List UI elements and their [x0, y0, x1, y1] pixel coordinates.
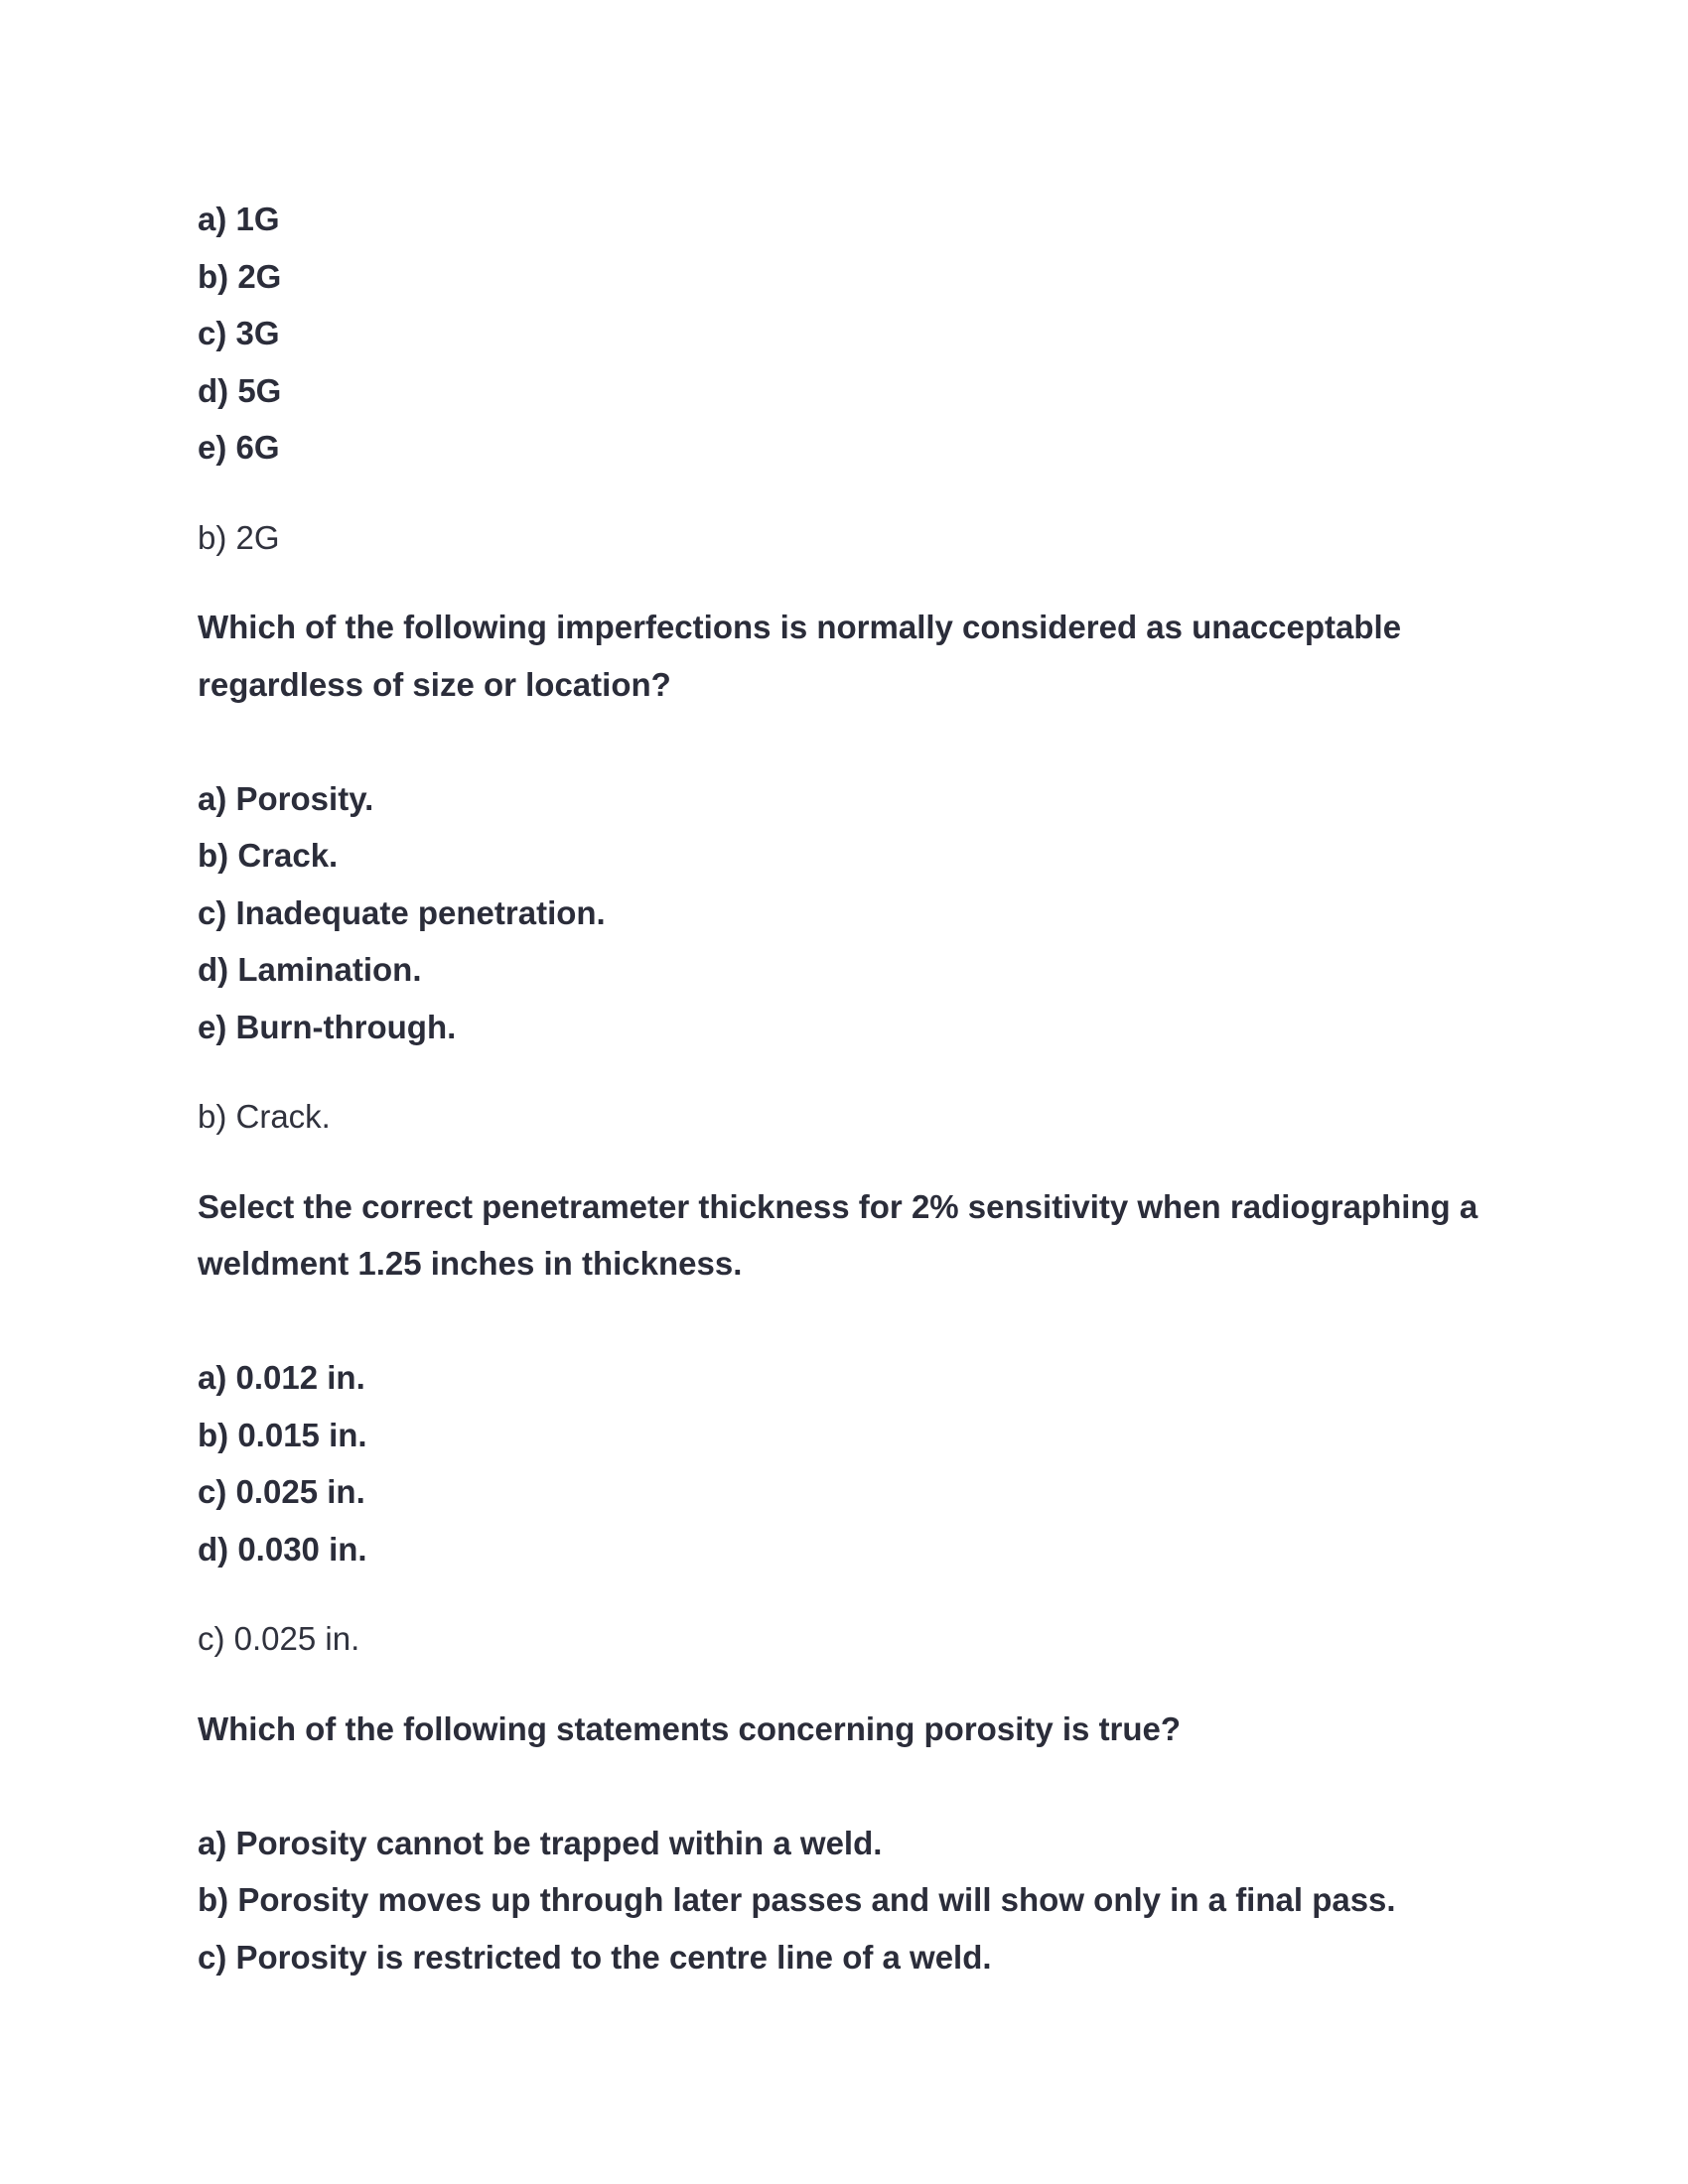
- option-b: b) Crack.: [198, 837, 339, 874]
- options-list: [198, 1349, 1488, 1577]
- option-c: c) Inadequate penetration.: [198, 893, 606, 931]
- option-a: a) Porosity.: [198, 779, 374, 817]
- question-text: Which of the following statements concerning porosity is true?: [198, 1709, 1182, 1747]
- option-b: b) 2G: [198, 257, 282, 295]
- quiz-block-4: [198, 1701, 1488, 1986]
- option-b: b) Porosity moves up through later passes and will show only in a final pass.: [198, 1881, 1396, 1918]
- option-c: c) 3G: [198, 315, 280, 351]
- option-d: d) 5G: [198, 371, 282, 409]
- option-a: a) 0.012 in.: [198, 1359, 365, 1396]
- option-c: c) Porosity is restricted to the centre line of a weld.: [198, 1938, 992, 1976]
- option-d: d) 0.030 in.: [198, 1530, 367, 1568]
- quiz-block-3: [198, 1178, 1488, 1668]
- answer-text: c) 0.025 in.: [198, 1620, 360, 1657]
- option-d: d) Lamination.: [198, 951, 422, 988]
- answer-text: b) 2G: [198, 518, 280, 556]
- quiz-block-2: [198, 599, 1488, 1146]
- option-b: b) 0.015 in.: [198, 1416, 367, 1453]
- quiz-block-1: [198, 191, 1488, 566]
- options-list: [198, 191, 1488, 477]
- option-c: c) 0.025 in.: [198, 1473, 365, 1510]
- question-text: Select the correct penetrameter thickness for 2% sensitivity when radiographing a weldment 1.25 inches in thickness.: [198, 1187, 1478, 1282]
- option-a: a) 1G: [198, 201, 280, 237]
- option-e: e) 6G: [198, 429, 280, 466]
- options-list: [198, 770, 1488, 1056]
- document-page: [198, 191, 1488, 1985]
- answer-text: b) Crack.: [198, 1098, 331, 1135]
- option-e: e) Burn-through.: [198, 1008, 457, 1045]
- option-a: a) Porosity cannot be trapped within a weld.: [198, 1824, 883, 1861]
- options-list: [198, 1815, 1488, 1986]
- question-text: Which of the following imperfections is normally considered as unacceptable regardless of size or location?: [198, 609, 1402, 703]
